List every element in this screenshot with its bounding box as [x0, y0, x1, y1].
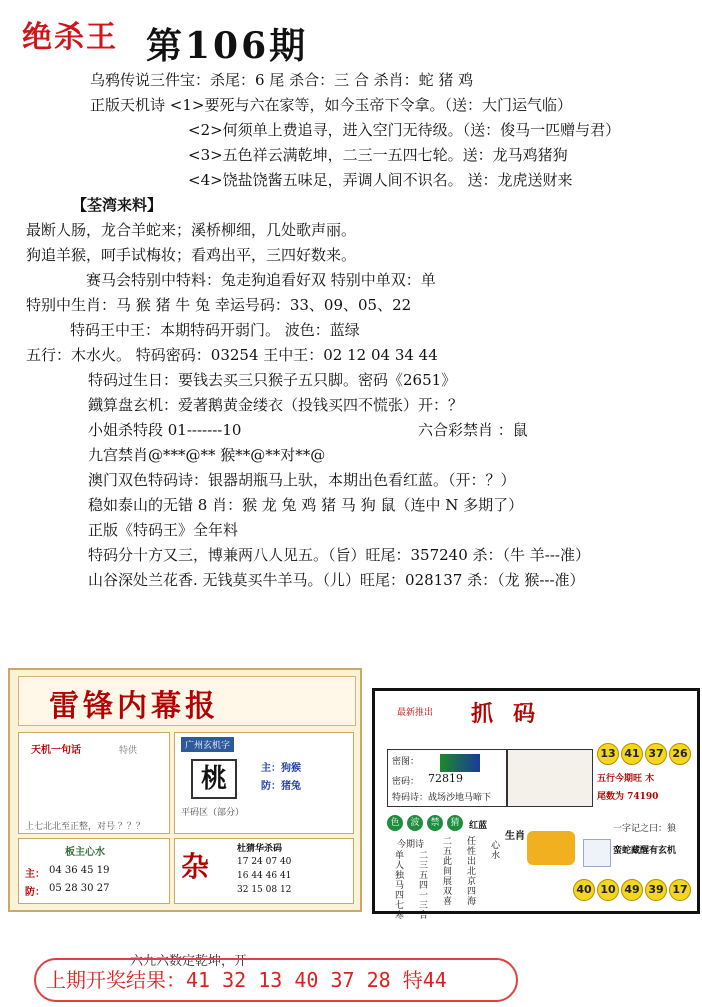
text-line: 最断人肠，龙合羊蛇来；溪桥柳细，几处歌声丽。 — [26, 221, 357, 239]
text-line: <2>何须单上费追寻，进入空门无待级。（送：俊马一匹赠与君） — [188, 121, 621, 139]
text-line: <3>五色祥云满乾坤，二三一五四七轮。送：龙马鸡猪狗 — [188, 146, 568, 164]
text-line: 小姐杀特段 01-------10 — [88, 421, 242, 439]
color-tag: 猜 — [447, 815, 463, 831]
text-line: 鐡算盘玄机：爱著鹅黄金缕衣（投钱买四不慌张）开：？ — [88, 396, 464, 414]
tianji-note: 特供 — [119, 746, 138, 756]
text-line: 乌鸦传说三件宝：杀尾：6 尾 杀合：三 合 杀肖：蛇 猪 鸡 — [90, 71, 474, 89]
du-row-2: 16 44 46 41 — [237, 871, 292, 881]
number-ball: 41 — [621, 743, 643, 765]
board-title: 板主心水 — [65, 847, 105, 858]
text-line: 正版《特码王》全年料 — [88, 521, 239, 539]
fang-label: 防： — [25, 887, 45, 898]
number-ball: 39 — [645, 879, 667, 901]
main-label: 主：狗猴 — [261, 763, 301, 774]
line-small: 平码区（部分） — [181, 808, 245, 818]
mima-code: 72819 — [428, 772, 463, 785]
mima-label: 密图： — [392, 757, 420, 767]
text-line: 特别中生肖：马 猴 猪 牛 兔 幸运号码：33、09、05、22 — [26, 296, 412, 314]
guangzhou-box — [174, 732, 354, 834]
number-ball: 10 — [597, 879, 619, 901]
panel-title: 雷锋内幕报 — [49, 689, 219, 724]
board-box — [18, 838, 170, 904]
color-tag: 波 — [407, 815, 423, 831]
text-line: 稳如泰山的无错 8 肖：猴 龙 兔 鸡 猪 马 狗 鼠（连中 N 多期了） — [88, 496, 524, 514]
tiger-illustration — [527, 831, 575, 865]
du-title: 杜猜华杀码 — [237, 844, 283, 854]
mima-box — [387, 749, 507, 807]
number-ball: 13 — [597, 743, 619, 765]
panel-header — [18, 676, 356, 726]
poem-column: 单人独马四七寒 — [395, 851, 405, 921]
text-line: 赛马会特别中特料：兔走狗追看好双 特别中单双：单 — [86, 271, 436, 289]
tema-shi: 特码诗：战场沙地马啼下 — [392, 793, 492, 803]
zhuama-panel — [372, 688, 700, 921]
number-ball: 49 — [621, 879, 643, 901]
tianji-title: 天机一句话 — [31, 745, 81, 756]
guangzhou-title: 广州玄机字 — [181, 737, 234, 752]
text-line: 特码分十方又三，博兼两八人见五。（旨）旺尾：357240 杀：（牛 羊---准） — [88, 546, 591, 564]
text-line: 澳门双色特码诗：银器胡瓶马上驮，本期出色看红蓝。（开：？） — [88, 471, 516, 489]
text-line: <4>饶盐饶酱五味足，弄调人间不识名。 送：龙虎送财来 — [188, 171, 573, 189]
color-tag: 禁 — [427, 815, 443, 831]
tag-label: 最新推出 — [397, 708, 434, 718]
number-ball: 26 — [669, 743, 691, 765]
brand-title: 绝杀王 — [22, 20, 118, 55]
dragon-illustration — [583, 839, 611, 867]
text-line: 特码过生日：要钱去买三只猴子五只脚。密码《2651》 — [88, 371, 457, 389]
weishu-text: 尾数为 74190 — [597, 792, 659, 802]
text-line: 五行：木水火。 特码密码：03254 王中王：02 12 04 34 44 — [26, 346, 438, 364]
poem-column: 任性出北京四海 — [467, 837, 477, 907]
tianji-box — [18, 732, 170, 834]
poem-column: 二五此间展双喜 — [443, 837, 453, 907]
board-row-2: 05 28 30 27 — [49, 883, 110, 894]
text-line: 正版天机诗 <1>要死与六在家等，如今玉帝下令拿。（送：大门运气临） — [90, 96, 572, 114]
du-row-1: 17 24 07 40 — [237, 857, 292, 867]
quote-small: 上七北北至正整，对号 ？？？ — [25, 822, 145, 832]
zhuama-title: 抓码 — [471, 701, 556, 727]
zhu-label: 主： — [25, 869, 45, 880]
text-line: 狗追羊猴，呵手试梅妆；看鸡出平，三四好数来。 — [26, 246, 357, 264]
fang-label-2: 防：猪兔 — [261, 781, 301, 792]
wuxing-text: 五行今期旺 木 — [597, 774, 655, 784]
text-line: 六合彩禁肖 ：鼠 — [418, 421, 528, 439]
peach-character: 桃 — [191, 759, 237, 799]
hua-character: 杂 — [181, 850, 210, 883]
fisherman-illustration — [507, 749, 593, 807]
poem-column: 二三五四一三合 — [419, 851, 429, 921]
issue-number: 第106期 — [146, 25, 309, 67]
mima-code-label: 密码： — [392, 777, 420, 787]
last-results: 上期开奖结果：41 32 13 40 37 28 特44 — [34, 958, 518, 1002]
color-tag: 色 — [387, 815, 403, 831]
text-line: 九宫禁肖@***@** 猴**@**对**@ — [88, 446, 326, 464]
shengxiao-label: 生肖 — [505, 831, 525, 842]
board-row-1: 04 36 45 19 — [49, 865, 110, 876]
number-ball: 37 — [645, 743, 667, 765]
text-line: 特码王中王：本期特码开弱门。 波色：蓝绿 — [70, 321, 360, 339]
number-ball: 40 — [573, 879, 595, 901]
du-row-3: 32 15 08 12 — [237, 885, 292, 895]
poem-column: 心水 — [491, 841, 501, 861]
section-heading: 【荃湾来料】 — [72, 196, 163, 214]
red-blue-tag: 红蓝 — [469, 821, 488, 831]
leifeng-panel — [8, 668, 362, 912]
dragon-text: 蛮蛇藏醒有玄机 — [613, 846, 677, 856]
text-line: 山谷深处兰花香. 无钱莫买牛羊马。（儿）旺尾：028137 杀：（龙 猴---准） — [88, 571, 585, 589]
mima-image — [440, 754, 480, 772]
du-box — [174, 838, 354, 904]
yiziji-text: 一字记之曰：狼 — [613, 824, 677, 834]
number-ball: 17 — [669, 879, 691, 901]
caption-text: 六九六数定乾坤，开 — [130, 954, 248, 969]
jin-label: 今期诗 — [397, 840, 425, 850]
